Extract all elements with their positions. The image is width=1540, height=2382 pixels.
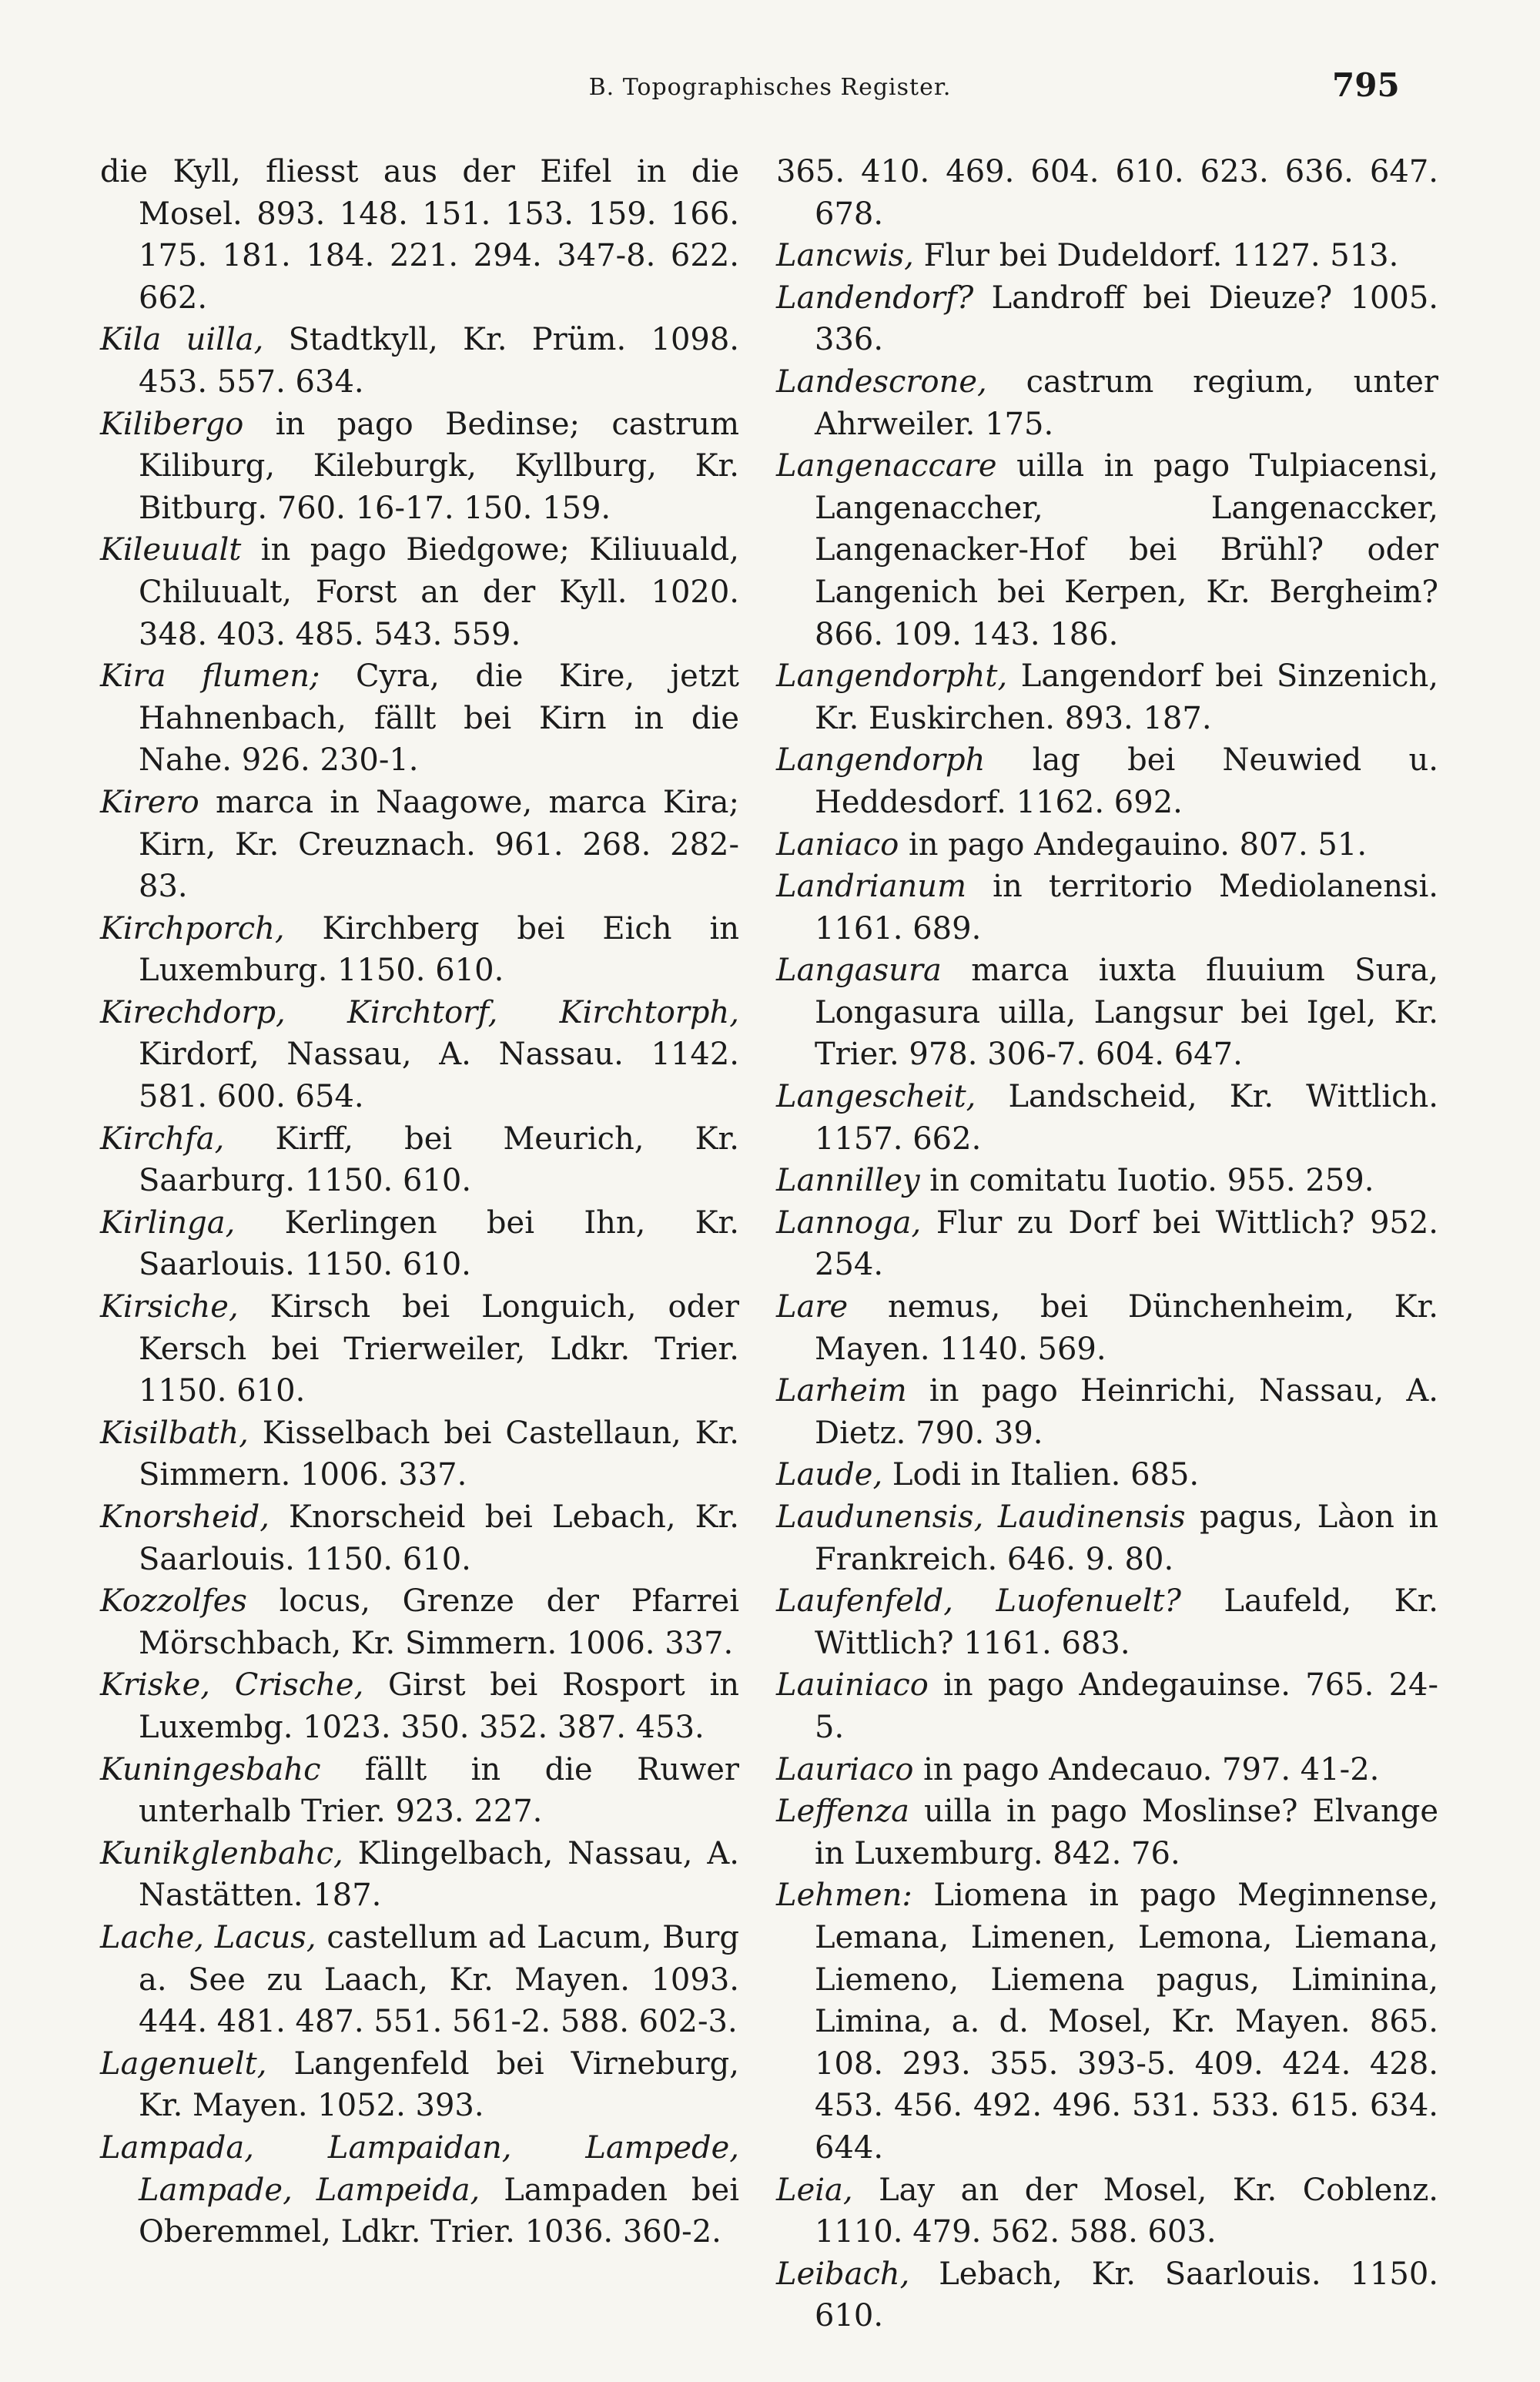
entry-headword: Laudunensis, Laudinensis	[776, 1499, 1186, 1535]
entry-headword: Landendorf?	[776, 280, 974, 316]
entry-headword: Kirero	[100, 784, 199, 820]
register-entry	[100, 1412, 739, 1496]
entry-text: locus, Grenze der Pfarrei Mörschbach, Kr. Simmern. 1006. 337.	[139, 1583, 739, 1661]
right-column	[776, 151, 1438, 2337]
entry-text: Landroff bei Dieuze? 1005. 336.	[815, 280, 1438, 358]
entry-text: marca in Naagowe, marca Kira; Kirn, Kr. Creuznach. 961. 268. 282-83.	[139, 784, 739, 905]
register-entry	[776, 1791, 1438, 1874]
entry-text: Lodi in Italien. 685.	[882, 1457, 1200, 1493]
entry-headword: Kirchfa,	[100, 1121, 225, 1157]
entry-headword: Kila uilla,	[100, 322, 264, 358]
entry-headword: Knorsheid,	[100, 1499, 270, 1535]
entry-headword: Langasura	[776, 953, 942, 989]
entry-headword: Kozzolfes	[100, 1583, 247, 1620]
register-entry	[100, 782, 739, 908]
entry-headword: Kirlinga,	[100, 1204, 236, 1241]
entry-text: in territorio Mediolanensi. 1161. 689.	[815, 869, 1438, 946]
entry-headword: Kuningesbahc	[100, 1751, 321, 1787]
register-entry	[100, 1580, 739, 1664]
entry-text: Landscheid, Kr. Wittlich. 1157. 662.	[815, 1079, 1438, 1157]
register-entry	[100, 1664, 739, 1748]
entry-headword: Kirsiche,	[100, 1289, 239, 1325]
entry-text: uilla in pago Moslinse? Elvange in Luxemburg. 842. 76.	[815, 1794, 1438, 1871]
register-entry	[776, 1202, 1438, 1286]
register-entry	[776, 1454, 1438, 1496]
register-entry	[776, 361, 1438, 445]
entry-headword: Lare	[776, 1289, 849, 1325]
entry-headword: Kirechdorp, Kirchtorf, Kirchtorph,	[100, 994, 739, 1030]
register-entry	[100, 404, 739, 530]
running-head: B. Topographisches Register.	[588, 74, 952, 101]
entry-headword: Landrianum	[776, 869, 966, 905]
entry-text: in pago Biedgowe; Kiliuuald, Chiluualt, Forst an der Kyll. 1020. 348. 403. 485. 543. 559.	[139, 532, 739, 652]
entry-text: in pago Bedinse; castrum Kiliburg, Kileburgk, Kyllburg, Kr. Bitburg. 760. 16-17. 150. 159.	[139, 406, 739, 526]
entry-headword: Lauriaco	[776, 1751, 914, 1787]
entry-headword: Kilibergo	[100, 406, 244, 442]
entry-headword: Lampada, Lampaidan, Lampede, Lampade, Lampeida,	[100, 2129, 739, 2208]
entry-headword: Langendorph	[776, 742, 986, 779]
entry-text: Lampaden bei Oberemmel, Ldkr. Trier. 1036. 360-2.	[139, 2172, 739, 2250]
entry-headword: Kirchporch,	[100, 910, 285, 946]
entry-text: lag bei Neuwied u. Heddesdorf. 1162. 692.	[815, 742, 1438, 820]
entry-text: nemus, bei Dünchenheim, Kr. Mayen. 1140. 569.	[815, 1289, 1438, 1367]
register-entry	[100, 1202, 739, 1286]
entry-text: Kisselbach bei Castellaun, Kr. Simmern. 1006. 337.	[139, 1415, 739, 1493]
entry-text: Klingelbach, Nassau, A. Nastätten. 187.	[139, 1835, 739, 1914]
entry-headword: Larheim	[776, 1373, 907, 1409]
entry-headword: Langenaccare	[776, 448, 997, 484]
register-entry	[100, 1833, 739, 1917]
entry-headword: Laude,	[776, 1457, 883, 1493]
register-entry	[776, 866, 1438, 950]
entry-text: Laufeld, Kr. Wittlich? 1161. 683.	[815, 1583, 1439, 1661]
entry-text: die Kyll, fliesst aus der Eifel in die Mosel. 893. 148. 151. 153. 159. 166. 175. 181. 184. 221. 294. 347-8. 622. 662.	[100, 154, 739, 316]
entry-headword: Lagenuelt,	[100, 2045, 267, 2082]
entry-text: castrum regium, unter Ahrweiler. 175.	[815, 363, 1438, 442]
register-entry	[100, 1749, 739, 1833]
register-entry	[100, 319, 739, 403]
entry-text: in pago Andegauinse. 765. 24-5.	[815, 1667, 1438, 1745]
entry-headword: Leibach,	[776, 2256, 910, 2292]
entry-text: Kirdorf, Nassau, A. Nassau. 1142. 581. 600. 654.	[139, 1037, 739, 1115]
entry-headword: Kunikglenbahc,	[100, 1835, 343, 1871]
entry-text: Cyra, die Kire, jetzt Hahnenbach, fällt bei Kirn in die Nahe. 926. 230-1.	[139, 658, 739, 779]
entry-headword: Lannilley	[776, 1163, 920, 1199]
entry-headword: Kisilbath,	[100, 1415, 249, 1451]
register-entry	[100, 2043, 739, 2127]
entry-text: Girst bei Rosport in Luxembg. 1023. 350. 352. 387. 453.	[139, 1667, 739, 1745]
register-entry	[100, 1917, 739, 2043]
entry-text: Knorscheid bei Lebach, Kr. Saarlouis. 1150. 610.	[139, 1499, 739, 1577]
register-entry	[776, 1496, 1438, 1580]
entry-headword: Lauiniaco	[776, 1667, 929, 1704]
register-entry	[776, 950, 1438, 1076]
register-entry	[776, 2169, 1438, 2253]
register-entry	[776, 235, 1438, 277]
register-entry	[776, 1160, 1438, 1202]
register-entry	[776, 1874, 1438, 2169]
entry-headword: Kileuualt	[100, 532, 242, 568]
entry-headword: Langendorpht,	[776, 658, 1008, 695]
entry-text: Stadtkyll, Kr. Prüm. 1098. 453. 557. 634.	[139, 322, 740, 400]
page-number: 795	[1332, 66, 1400, 104]
register-entry	[100, 151, 739, 319]
entry-headword: Kira flumen;	[100, 658, 320, 695]
entry-headword: Leia,	[776, 2172, 853, 2208]
register-entry	[776, 151, 1438, 235]
register-entry	[776, 277, 1438, 361]
entry-text: in pago Andegauino. 807. 51.	[899, 826, 1368, 863]
entry-text: 365. 410. 469. 604. 610. 623. 636. 647. 678.	[776, 154, 1438, 232]
register-entry	[776, 1076, 1438, 1160]
register-entry	[776, 1664, 1438, 1748]
entry-text: Lay an der Mosel, Kr. Coblenz. 1110. 479. 562. 588. 603.	[815, 2172, 1438, 2250]
register-entry	[776, 1370, 1438, 1454]
register-entry	[100, 529, 739, 655]
register-entry	[100, 655, 739, 782]
register-entry	[100, 908, 739, 992]
register-entry	[776, 445, 1438, 655]
entry-text: in comitatu Iuotio. 955. 259.	[919, 1163, 1374, 1199]
entry-headword: Langescheit,	[776, 1079, 976, 1115]
entry-text: Kerlingen bei Ihn, Kr. Saarlouis. 1150. 610.	[139, 1204, 739, 1283]
entry-headword: Lannoga,	[776, 1204, 922, 1241]
entry-text: Liomena in pago Meginnense, Lemana, Limenen, Lemona, Liemana, Liemeno, Liemena pagus, Liminina, Limina, a. d. Mosel, Kr. Mayen. 865. 108. 293. 355. 393-5. 409. 424. 428. 453. 456. 492. 496. 531. 533. 615. 634. 644.	[815, 1878, 1438, 2166]
entry-headword: Leffenza	[776, 1794, 909, 1830]
entry-headword: Laufenfeld, Luofenuelt?	[776, 1583, 1181, 1620]
entry-text: Langenfeld bei Virneburg, Kr. Mayen. 1052. 393.	[139, 2045, 739, 2124]
entry-headword: Lache, Lacus,	[100, 1919, 316, 1955]
entry-headword: Landescrone,	[776, 363, 987, 400]
entry-text: Kirsch bei Longuich, oder Kersch bei Trierweiler, Ldkr. Trier. 1150. 610.	[139, 1289, 739, 1409]
register-entry	[776, 1580, 1438, 1664]
entry-text: uilla in pago Tulpiacensi, Langenaccher, Langenaccker, Langenacker-Hof bei Brühl? oder Langenich bei Kerpen, Kr. Bergheim? 866. 109. 143. 186.	[815, 448, 1438, 652]
entry-text: Langendorf bei Sinzenich, Kr. Euskirchen. 893. 187.	[815, 658, 1438, 736]
entry-text: Kirchberg bei Eich in Luxemburg. 1150. 610.	[139, 910, 739, 989]
register-entry	[776, 1749, 1438, 1791]
register-entry	[776, 739, 1438, 823]
entry-text: in pago Andecauo. 797. 41-2.	[913, 1751, 1380, 1787]
register-entry	[100, 1496, 739, 1580]
register-entry	[100, 2127, 739, 2253]
entry-headword: Laniaco	[776, 826, 899, 863]
entry-text: Flur bei Dudeldorf. 1127. 513.	[913, 238, 1399, 274]
entry-text: fällt in die Ruwer unterhalb Trier. 923. 227.	[139, 1751, 739, 1830]
register-entry	[100, 992, 739, 1118]
entry-text: Flur zu Dorf bei Wittlich? 952. 254.	[815, 1204, 1438, 1283]
register-entry	[776, 1286, 1438, 1370]
register-entry	[776, 2253, 1438, 2337]
register-entry	[776, 655, 1438, 739]
entry-text: in pago Heinrichi, Nassau, A. Dietz. 790. 39.	[815, 1373, 1438, 1451]
entry-headword: Lancwis,	[776, 238, 914, 274]
entry-text: Kirff, bei Meurich, Kr. Saarburg. 1150. 610.	[139, 1121, 739, 1199]
entry-text: castellum ad Lacum, Burg a. See zu Laach, Kr. Mayen. 1093. 444. 481. 487. 551. 561-2. 588. 602-3.	[139, 1919, 740, 2040]
register-entry	[100, 1118, 739, 1202]
left-column	[100, 151, 739, 2253]
entry-headword: Lehmen:	[776, 1878, 912, 1914]
page-header	[0, 60, 1540, 114]
register-entry	[776, 824, 1438, 866]
entry-text: pagus, Làon in Frankreich. 646. 9. 80.	[815, 1499, 1439, 1577]
entry-headword: Kriske, Crische,	[100, 1667, 364, 1704]
entry-text: Lebach, Kr. Saarlouis. 1150. 610.	[815, 2256, 1438, 2334]
register-entry	[100, 1286, 739, 1412]
entry-text: marca iuxta fluuium Sura, Longasura uilla, Langsur bei Igel, Kr. Trier. 978. 306-7. 604. 647.	[815, 953, 1438, 1073]
